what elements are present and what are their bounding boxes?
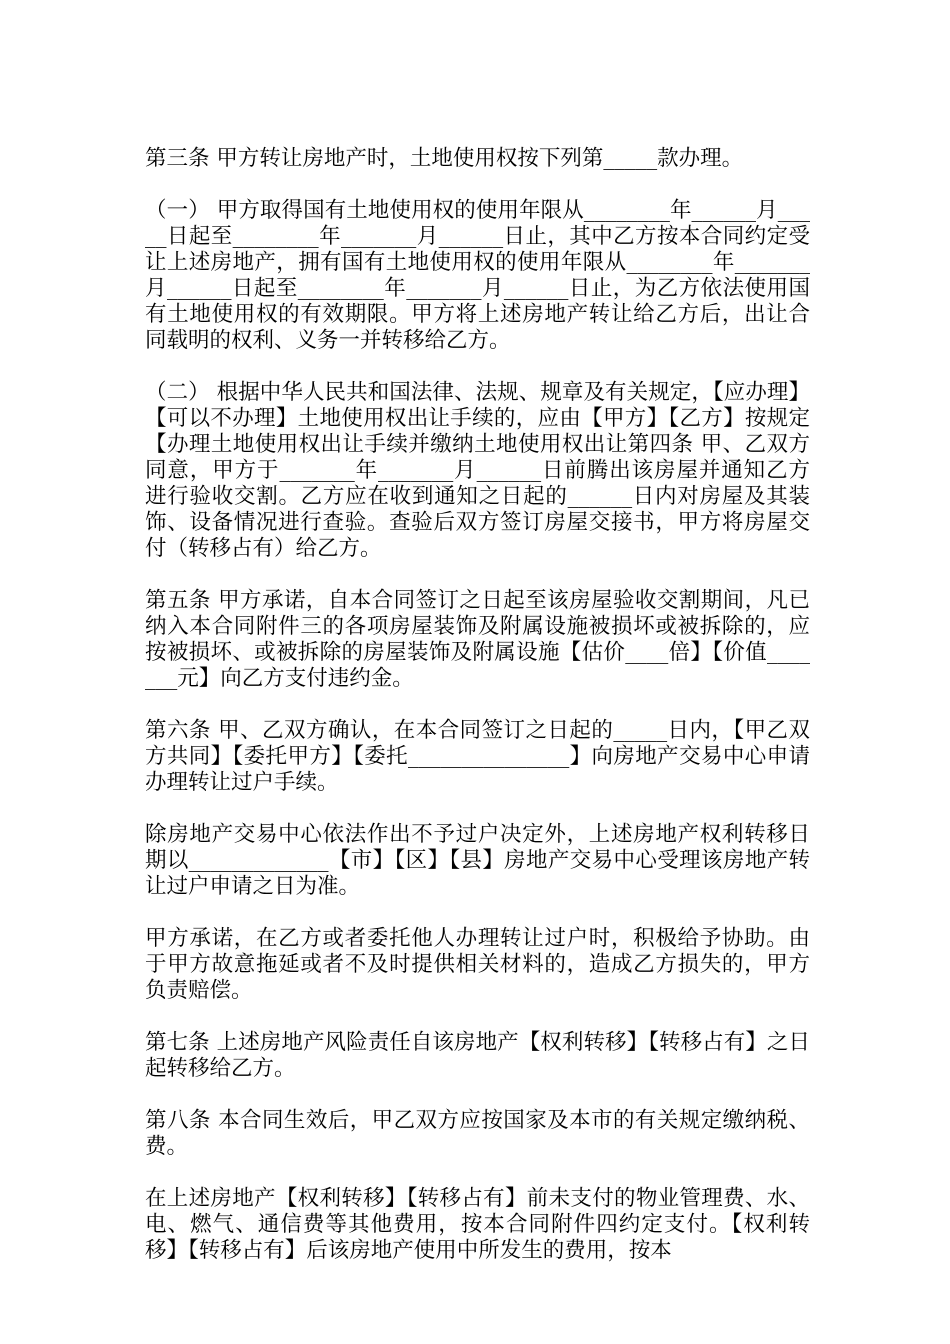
clause-3-item-2-paragraph: （二） 根据中华人民共和国法律、法规、规章及有关规定，【应办理】【可以不办理】土地使用权出让手续的，应由【甲方】【乙方】按规定【办理土地使用权出让手续并缴纳土地使用权出让第四条 甲、乙双方同意，甲方于_______年_______月______日前腾出该房屋并通知乙方进行验收交割。乙方应在收到通知之日起的______日内对房屋及其装饰、设备情况进行查验。查验后双方签订房屋交接书，甲方将房屋交付（转移占有）给乙方。: [145, 380, 810, 561]
document-body: [145, 146, 810, 1290]
transfer-date-paragraph: 除房地产交易中心依法作出不予过户决定外，上述房地产权利转移日期以_____________【市】【区】【县】房地产交易中心受理该房地产转让过户申请之日为准。: [145, 822, 810, 899]
clause-5-paragraph: 第五条 甲方承诺，自本合同签订之日起至该房屋验收交割期间，凡已纳入本合同附件三的各项房屋装饰及附属设施被损坏或被拆除的，应按被损坏、或被拆除的房屋装饰及附属设施【估价____倍】【价值_______元】向乙方支付违约金。: [145, 588, 810, 691]
clause-3-item-1-paragraph: （一） 甲方取得国有土地使用权的使用年限从________年______月_____日起至________年_______月______日止，其中乙方按本合同约定受让上述房地产，拥有国有土地使用权的使用年限从________年_______月______日起至________年_______月______日止，为乙方依法使用国有土地使用权的有效期限。甲方将上述房地产转让给乙方后，出让合同载明的权利、义务一并转移给乙方。: [145, 198, 810, 353]
fees-paragraph: 在上述房地产【权利转移】【转移占有】前未支付的物业管理费、水、电、燃气、通信费等其他费用，按本合同附件四约定支付。【权利转移】【转移占有】后该房地产使用中所发生的费用，按本: [145, 1186, 810, 1263]
clause-8-paragraph: 第八条 本合同生效后，甲乙双方应按国家及本市的有关规定缴纳税、费。: [145, 1108, 810, 1159]
clause-3-paragraph: 第三条 甲方转让房地产时，土地使用权按下列第_____款办理。: [145, 146, 744, 171]
clause-6-paragraph: 第六条 甲、乙双方确认，在本合同签订之日起的_____日内，【甲乙双方共同】【委托甲方】【委托_______________】向房地产交易中心申请办理转让过户手续。: [145, 718, 810, 795]
party-a-assistance-paragraph: 甲方承诺，在乙方或者委托他人办理转让过户时，积极给予协助。由于甲方故意拖延或者不及时提供相关材料的，造成乙方损失的，甲方负责赔偿。: [145, 926, 810, 1003]
clause-7-paragraph: 第七条 上述房地产风险责任自该房地产【权利转移】【转移占有】之日起转移给乙方。: [145, 1030, 810, 1081]
